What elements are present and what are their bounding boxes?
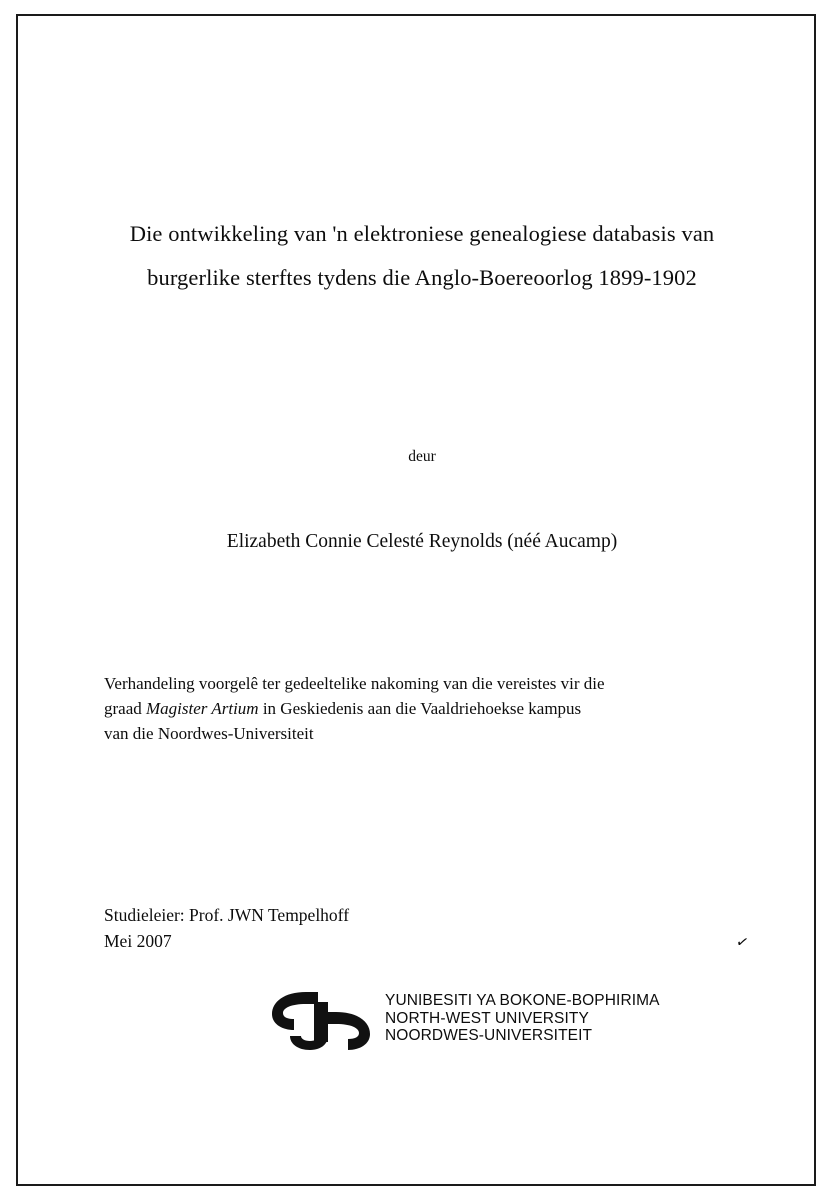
title-line-2: burgerlike sterftes tydens die Anglo-Boereoorlog 1899-1902 [147, 265, 697, 290]
supervisor-and-date [104, 902, 751, 954]
author-name: Elizabeth Connie Celesté Reynolds (néé Aucamp) [226, 531, 618, 552]
degree-name: Magister Artium [146, 699, 259, 718]
page-body [18, 16, 813, 1184]
date-line [104, 928, 751, 954]
by-label: deur [408, 448, 436, 465]
university-logo-block [102, 984, 742, 1058]
submission-line-1: Verhandeling voorgelê ter gedeeltelike nakoming van die vereistes vir die [104, 674, 605, 693]
content-column [102, 16, 751, 1184]
submission-statement [104, 671, 740, 746]
handwritten-mark-icon: ✓ [734, 933, 751, 953]
submission-line-2 [104, 696, 740, 721]
title-line-1: Die ontwikkeling van 'n elektroniese genealogiese databasis van [129, 221, 715, 246]
page-title [102, 212, 742, 300]
submission-line-2-post: in Geskiedenis aan die Vaaldriehoekse kampus [258, 699, 582, 718]
date-text: Mei 2007 [104, 931, 172, 951]
supervisor-line: Studieleier: Prof. JWN Tempelhoff [104, 905, 350, 925]
logo-line-1: YUNIBESITI YA BOKONE-BOPHIRIMA [385, 992, 660, 1009]
submission-line-2-pre: graad [104, 699, 147, 718]
logo-line-3: NOORDWES-UNIVERSITEIT [385, 1027, 593, 1044]
university-logo-text [385, 992, 660, 1045]
submission-line-3: van die Noordwes-Universiteit [104, 724, 314, 743]
logo-line-2: NORTH-WEST UNIVERSITY [385, 1009, 589, 1027]
north-west-university-logo-icon [270, 988, 378, 1054]
